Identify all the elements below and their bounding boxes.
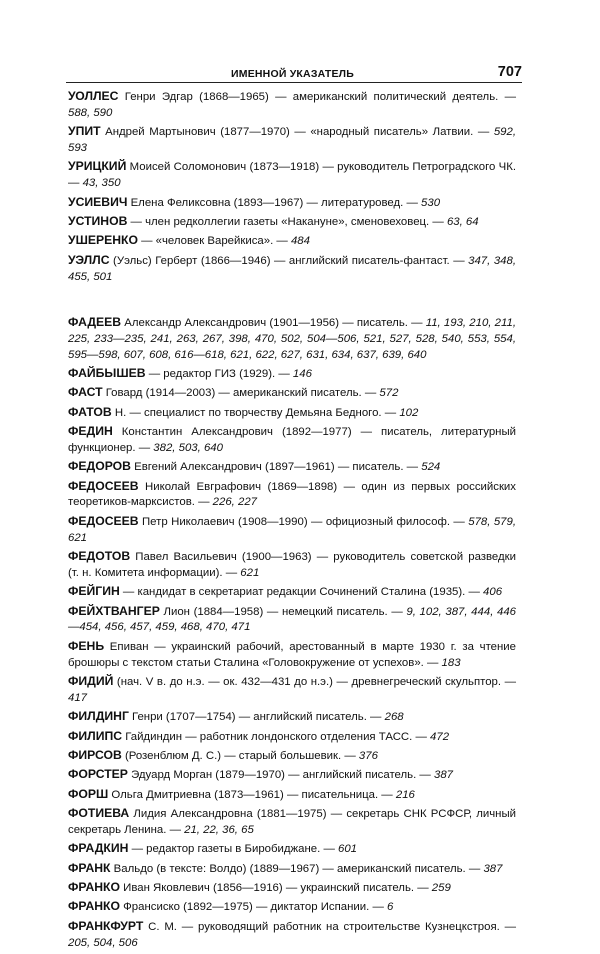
index-entry [68, 584, 516, 601]
entry-description: Иван Яковлевич (1856—1916) — украинский писатель. — [119, 882, 432, 895]
entry-page-refs: 417 [68, 691, 88, 704]
index-entry [68, 841, 516, 858]
entry-surname: ФИЛИПС [68, 728, 123, 743]
entry-description: Елена Феликсовна (1893—1967) — литературовед. — [127, 196, 422, 209]
entry-page-refs: 621 [240, 566, 260, 579]
index-entry [68, 315, 516, 363]
entry-page-refs: 63, 64 [446, 215, 479, 228]
index-entry [68, 124, 516, 157]
entry-page-refs: 102 [399, 406, 419, 419]
entry-page-refs: 226, 227 [212, 496, 257, 509]
entry-page-refs: 530 [421, 196, 441, 209]
entry-surname: ФАЙБЫШЕВ [68, 365, 146, 380]
entry-description: Николай Евграфович (1869—1898) — один из первых российских теоретиков-марксистов. — [68, 480, 516, 509]
entry-page-refs: 592, 593 [68, 126, 516, 154]
entry-surname: ФРАНКФУРТ [68, 918, 144, 933]
index-entry [68, 366, 516, 383]
entry-page-refs: 484 [290, 235, 310, 248]
index-entry [68, 880, 516, 897]
index-entry [68, 549, 516, 582]
entry-description: — редактор ГИЗ (1929). — [145, 367, 293, 380]
index-entry [68, 514, 516, 547]
index-entry [68, 89, 516, 122]
index-entry [68, 709, 516, 726]
entry-page-refs: 347, 348, 455, 501 [68, 254, 516, 283]
index-entry [68, 639, 516, 672]
entry-description: (Уэльс) Герберт (1866—1946) — английский писатель-фантаст. — [109, 254, 469, 267]
entry-surname: УСИЕВИЧ [68, 194, 128, 209]
entry-page-refs: 6 [387, 901, 394, 914]
entry-description: Лидия Александровна (1881—1975) — секретарь СНК РСФСР, личный секретарь Ленина. — [68, 808, 516, 836]
entry-surname: УРИЦКИЙ [68, 159, 127, 174]
entry-page-refs: 524 [421, 461, 441, 474]
entry-page-refs: 21, 22, 36, 65 [184, 823, 254, 836]
entry-description: Александр Александрович (1901—1956) — писатель. — [121, 316, 426, 329]
entry-surname: ФРАНК [68, 860, 111, 875]
entry-page-refs: 572 [379, 387, 399, 400]
entry-page-refs: 9, 102, 387, 444, 446—454, 456, 457, 459, 468, 470, 471 [68, 605, 517, 634]
entry-description: Вальдо (в тексте: Волдо) (1889—1967) — американский писатель. — [110, 862, 484, 875]
entry-page-refs: 205, 504, 506 [68, 936, 138, 949]
entry-page-refs: 183 [441, 656, 461, 669]
index-entry [68, 729, 516, 746]
index-entry [68, 919, 516, 952]
index-entry [68, 159, 516, 192]
index-entry [68, 424, 516, 457]
index-entry [68, 195, 516, 212]
entry-surname: ФОРШ [68, 786, 109, 801]
entry-description: (Розенблюм Д. С.) — старый большевик. — [121, 749, 359, 762]
index-entry [68, 767, 516, 784]
entry-page-refs: 216 [395, 788, 415, 801]
index-entry [68, 405, 516, 422]
entry-surname: ФЕНЬ [68, 638, 105, 653]
entry-page-refs: 43, 350 [82, 177, 121, 190]
index-entry [68, 787, 516, 804]
entry-surname: ФРАНКО [68, 880, 120, 895]
entry-description: Франсиско (1892—1975) — диктатор Испании. — [119, 901, 388, 914]
index-entry [68, 899, 516, 916]
entry-description: Епиван — украинский рабочий, арестованный в марте 1930 г. за чтение брошюры с текстом статьи Сталина «Головокружение от успехов». — [68, 640, 516, 669]
entry-description: Лион (1884—1958) — немецкий писатель. — [159, 605, 407, 618]
header-title: ИМЕННОЙ УКАЗАТЕЛЬ [231, 68, 354, 80]
entry-page-refs: 588, 590 [68, 106, 113, 119]
entry-description: Петр Николаевич (1908—1990) — официозный философ. — [138, 515, 469, 528]
entry-surname: УШЕРЕНКО [68, 233, 138, 248]
entry-surname: УОЛЛЕС [68, 89, 119, 103]
index-entry [68, 806, 516, 839]
entry-surname: ФАСТ [68, 385, 103, 400]
page-number: 707 [497, 64, 522, 80]
index-entry [68, 459, 516, 476]
entry-page-refs: 259 [431, 882, 451, 895]
entry-page-refs: 406 [483, 586, 503, 599]
index-entry [68, 861, 516, 878]
index-entry [68, 479, 516, 512]
entry-description: Эдуард Морган (1879—1970) — английский писатель. — [127, 769, 434, 782]
entry-surname: ФЕДОРОВ [68, 459, 131, 474]
entry-surname: ФОРСТЕР [68, 767, 128, 782]
index-entry [68, 674, 516, 707]
entry-description: Говард (1914—2003) — американский писатель. — [102, 387, 380, 400]
entry-page-refs: 146 [292, 367, 312, 380]
entry-description: Ольга Дмитриевна (1873—1961) — писательница. — [108, 788, 396, 801]
running-header [66, 66, 522, 83]
entry-surname: ФЕДИН [68, 424, 113, 439]
entry-surname: ФЕДОТОВ [68, 549, 131, 564]
entry-description: Константин Александрович (1892—1977) — писатель, литературный функционер. — [68, 426, 516, 454]
entry-surname: ФЕЙХТВАНГЕР [68, 603, 160, 618]
entry-surname: УСТИНОВ [68, 213, 128, 228]
entry-page-refs: 472 [430, 730, 450, 743]
entry-description: Гайдиндин — работник лондонского отделения ТАСС. — [122, 730, 431, 743]
entry-page-refs: 387 [433, 769, 453, 782]
entry-description: — «человек Варейкиса». — [137, 235, 291, 248]
entry-surname: ФЕДОСЕЕВ [68, 513, 139, 528]
entry-surname: ФЕДОСЕЕВ [68, 478, 139, 493]
entry-surname: УПИТ [68, 124, 101, 139]
entry-surname: ФАТОВ [68, 404, 112, 419]
entry-surname: ФОТИЕВА [68, 806, 130, 821]
name-index-list [68, 89, 516, 954]
entry-description: Андрей Мартынович (1877—1970) — «народный писатель» Латвии. — [100, 126, 494, 139]
entry-description: Павел Васильевич (1900—1963) — руководитель советской разведки (т. н. Комитета информации). — [68, 551, 516, 579]
entry-description: Генри Эдгар (1868—1965) — американский политический деятель. — [118, 91, 516, 103]
entry-page-refs: 382, 503, 640 [153, 441, 223, 454]
entry-page-refs: 387 [483, 862, 503, 875]
index-entry [68, 253, 516, 286]
entry-description: Генри (1707—1754) — английский писатель. — [128, 711, 385, 724]
entry-description: — член редколлегии газеты «Накануне», сменовеховец. — [127, 215, 447, 228]
entry-description: Моисей Соломонович (1873—1918) — руководитель Петроградского ЧК. — [68, 161, 516, 190]
index-entry [68, 604, 516, 637]
entry-surname: УЭЛЛС [68, 252, 110, 267]
entry-description: — кандидат в секретариат редакции Сочинений Сталина (1935). — [119, 586, 484, 599]
entry-page-refs: 11, 193, 210, 211, 225, 233—235, 241, 263, 267, 398, 470, 502, 504—506, 521, 527, 528, 540, 553, 554, 595—598, 607, 608, 616—618, 621, 622, 627, 631, 634, 637, 639, 640 [68, 316, 516, 361]
entry-surname: ФЕЙГИН [68, 584, 120, 599]
entry-surname: ФАДЕЕВ [68, 314, 122, 329]
entry-surname: ФРАДКИН [68, 841, 129, 856]
entry-description: Н. — специалист по творчеству Демьяна Бедного. — [111, 406, 400, 419]
entry-surname: ФИЛДИНГ [68, 709, 129, 724]
index-entry [68, 385, 516, 402]
entry-page-refs: 578, 579, 621 [68, 515, 516, 544]
entry-page-refs: 376 [358, 749, 378, 762]
entry-page-refs: 268 [384, 711, 404, 724]
entry-description: — редактор газеты в Биробиджане. — [128, 843, 339, 856]
entry-page-refs: 601 [338, 843, 358, 856]
entry-surname: ФРАНКО [68, 899, 120, 914]
entry-description: Евгений Александрович (1897—1961) — писатель. — [130, 461, 422, 474]
entry-surname: ФИДИЙ [68, 673, 114, 688]
letter-section-gap [68, 288, 516, 315]
index-entry [68, 748, 516, 765]
entry-surname: ФИРСОВ [68, 747, 122, 762]
index-entry [68, 214, 516, 231]
entry-description: (нач. V в. до н.э. — ок. 432—431 до н.э.) — древнегреческий скульптор. — [113, 675, 516, 688]
index-entry [68, 233, 516, 250]
entry-description: С. М. — руководящий работник на строительстве Кузнецкстроя. — [143, 920, 516, 933]
